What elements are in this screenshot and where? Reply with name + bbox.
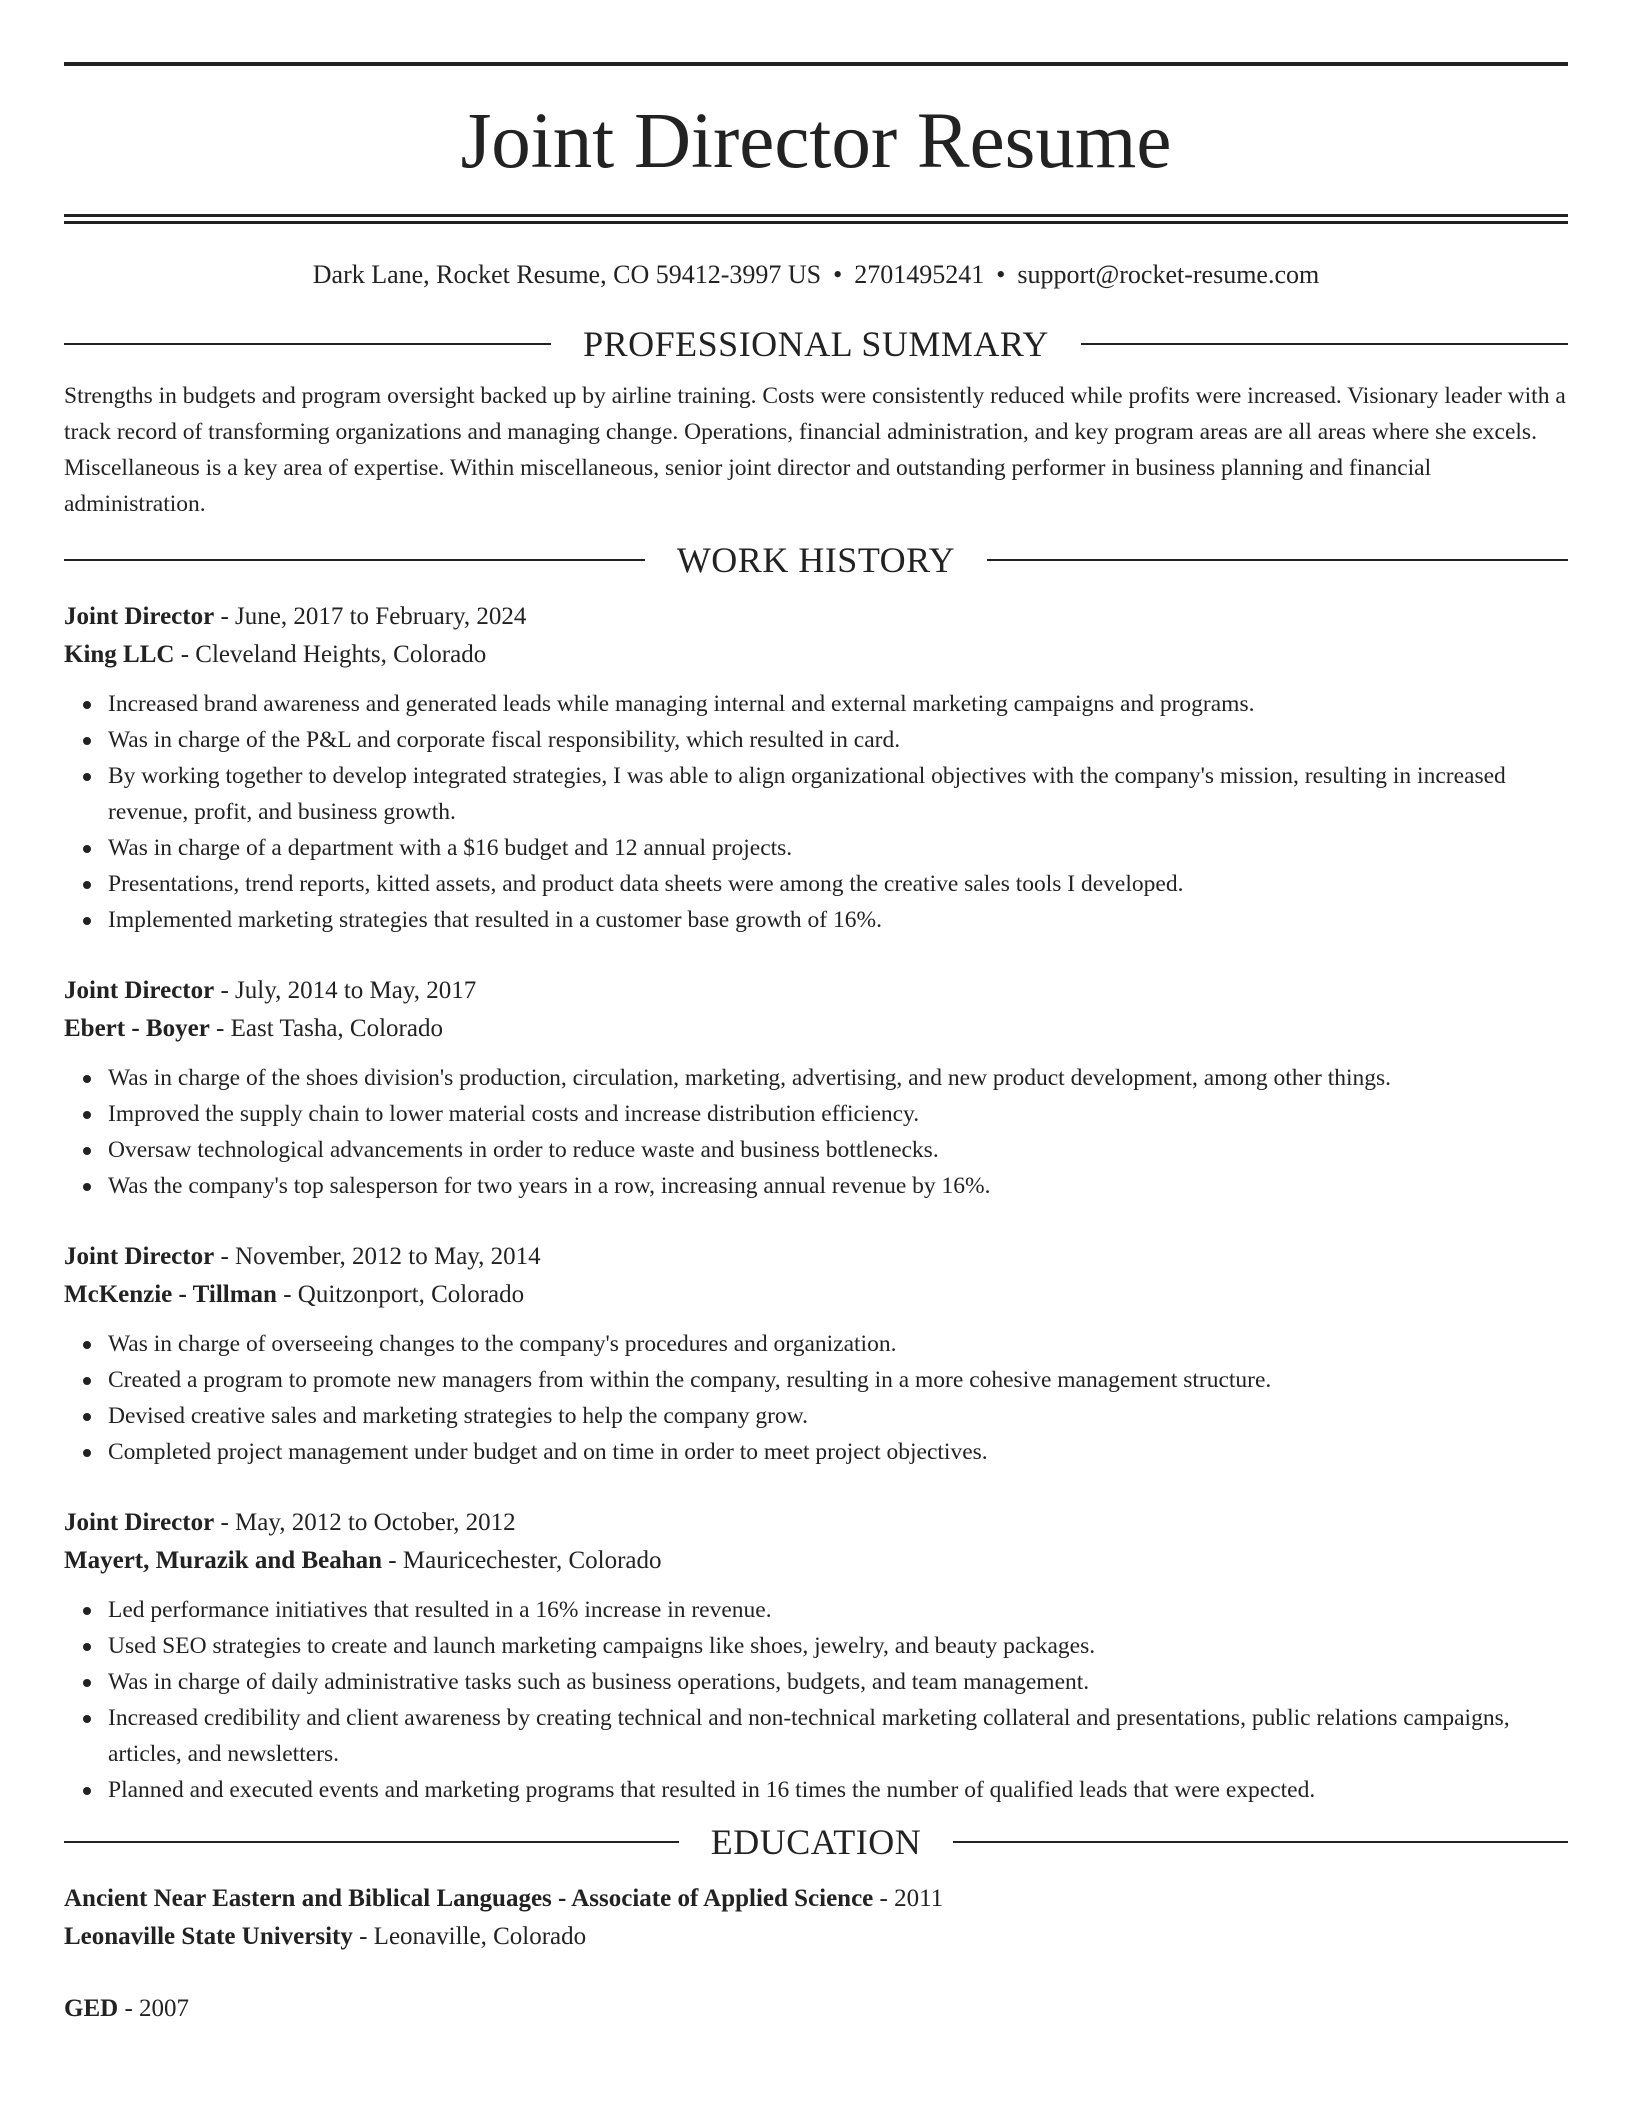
- job-entry: [64, 972, 1568, 1204]
- summary-text: Strengths in budgets and program oversight backed up by airline training. Costs were consistently reduced while profits were increased. Visionary leader with a track record of transforming organizations and managing change. Operations, financial administration, and key program areas are all areas where she excels. Miscellaneous is a key area of expertise. Within miscellaneous, senior joint director and outstanding performer in business planning and financial administration.: [64, 383, 1566, 517]
- education-section-heading: [64, 1818, 1568, 1866]
- top-rule: [64, 62, 1568, 66]
- education-degree: GED: [64, 1995, 119, 2022]
- job-company-line: [64, 1542, 1568, 1580]
- job-spacer: [64, 938, 1568, 972]
- education-list: [64, 1880, 1568, 2028]
- job-spacer: [64, 1470, 1568, 1504]
- job-dates: - November, 2012 to May, 2014: [214, 1243, 541, 1270]
- job-bullet: Devised creative sales and marketing strategies to help the company grow.: [108, 1398, 1568, 1434]
- heading-rule-right: [953, 1841, 1568, 1843]
- job-bullet: Oversaw technological advancements in order to reduce waste and business bottlenecks.: [108, 1132, 1568, 1168]
- work-history-list: [64, 598, 1568, 1808]
- job-company: Ebert - Boyer: [64, 1015, 210, 1042]
- education-school: Leonaville State University: [64, 1923, 353, 1950]
- job-bullet: Was in charge of the shoes division's production, circulation, marketing, advertising, and new product development, among other things.: [108, 1060, 1568, 1096]
- job-bullet: Planned and executed events and marketing programs that resulted in 16 times the number of qualified leads that were expected.: [108, 1772, 1568, 1808]
- job-title: Joint Director: [64, 603, 215, 630]
- summary-heading: PROFESSIONAL SUMMARY: [583, 324, 1049, 364]
- education-degree-line: [64, 1880, 1568, 1918]
- heading-rule-right: [987, 559, 1568, 561]
- heading-rule-left: [64, 343, 551, 345]
- job-spacer: [64, 1204, 1568, 1238]
- education-heading: EDUCATION: [710, 1822, 922, 1862]
- contact-email[interactable]: support@rocket-resume.com: [1017, 260, 1320, 289]
- education-degree-line: [64, 1990, 1568, 2028]
- job-title: Joint Director: [64, 977, 215, 1004]
- education-degree: Ancient Near Eastern and Biblical Languages - Associate of Applied Science: [64, 1885, 874, 1912]
- job-entry: [64, 1504, 1568, 1808]
- resume-page: [64, 62, 1568, 2028]
- job-bullet: Implemented marketing strategies that resulted in a customer base growth of 16%.: [108, 902, 1568, 938]
- job-company: Mayert, Murazik and Beahan: [64, 1547, 383, 1574]
- job-bullet: Increased credibility and client awareness by creating technical and non-technical marketing collateral and presentations, public relations campaigns, articles, and newsletters.: [108, 1700, 1568, 1772]
- job-entry: [64, 598, 1568, 938]
- job-location: - East Tasha, Colorado: [209, 1015, 443, 1042]
- job-bullet: Was in charge of a department with a $16 budget and 12 annual projects.: [108, 830, 1568, 866]
- job-bullet: Was in charge of daily administrative tasks such as business operations, budgets, and team management.: [108, 1664, 1568, 1700]
- job-bullet: Created a program to promote new managers from within the company, resulting in a more cohesive management structure.: [108, 1362, 1568, 1398]
- heading-rule-right: [1081, 343, 1568, 345]
- job-bullet: Used SEO strategies to create and launch marketing campaigns like shoes, jewelry, and beauty packages.: [108, 1628, 1568, 1664]
- job-title-line: [64, 972, 1568, 1010]
- education-year: - 2007: [118, 1995, 190, 2022]
- contact-separator: •: [996, 260, 1006, 289]
- work-section-heading: [64, 536, 1568, 584]
- job-dates: - June, 2017 to February, 2024: [214, 603, 527, 630]
- job-bullets: [64, 1326, 1568, 1470]
- job-bullets: [64, 1060, 1568, 1204]
- job-title: Joint Director: [64, 1243, 215, 1270]
- job-bullet: By working together to develop integrated strategies, I was able to align organizational objectives with the company's mission, resulting in increased revenue, profit, and business growth.: [108, 758, 1568, 830]
- job-bullet: Led performance initiatives that resulted in a 16% increase in revenue.: [108, 1592, 1568, 1628]
- job-title-line: [64, 598, 1568, 636]
- job-title: Joint Director: [64, 1509, 215, 1536]
- job-entry: [64, 1238, 1568, 1470]
- job-company: King LLC: [64, 641, 175, 668]
- job-title-line: [64, 1238, 1568, 1276]
- title-double-rule: [64, 214, 1568, 224]
- job-bullet: Increased brand awareness and generated leads while managing internal and external marketing campaigns and programs.: [108, 686, 1568, 722]
- education-location: - Leonaville, Colorado: [352, 1923, 587, 1950]
- heading-rule-left: [64, 1841, 679, 1843]
- job-bullet: Presentations, trend reports, kitted assets, and product data sheets were among the creative sales tools I developed.: [108, 866, 1568, 902]
- contact-address: Dark Lane, Rocket Resume, CO 59412-3997 US: [312, 260, 822, 289]
- job-bullets: [64, 686, 1568, 938]
- education-school-line: [64, 1918, 1568, 1956]
- job-bullet: Was in charge of the P&L and corporate fiscal responsibility, which resulted in card.: [108, 722, 1568, 758]
- job-company-line: [64, 636, 1568, 674]
- job-bullet: Was the company's top salesperson for two years in a row, increasing annual revenue by 16%.: [108, 1168, 1568, 1204]
- summary-section-heading: [64, 320, 1568, 368]
- job-location: - Quitzonport, Colorado: [276, 1281, 525, 1308]
- job-company-line: [64, 1010, 1568, 1048]
- work-heading: WORK HISTORY: [676, 540, 956, 580]
- education-year: - 2011: [873, 1885, 944, 1912]
- job-bullets: [64, 1592, 1568, 1808]
- job-company: McKenzie - Tillman: [64, 1281, 277, 1308]
- job-bullet: Was in charge of overseeing changes to the company's procedures and organization.: [108, 1326, 1568, 1362]
- job-title-line: [64, 1504, 1568, 1542]
- contact-phone[interactable]: 2701495241: [854, 260, 985, 289]
- job-location: - Cleveland Heights, Colorado: [174, 641, 487, 668]
- heading-rule-left: [64, 559, 645, 561]
- education-spacer: [64, 1956, 1568, 1990]
- contact-separator: •: [833, 260, 843, 289]
- education-entry: [64, 1990, 1568, 2028]
- job-location: - Mauricechester, Colorado: [382, 1547, 662, 1574]
- job-company-line: [64, 1276, 1568, 1314]
- contact-line: [64, 260, 1568, 290]
- education-entry: [64, 1880, 1568, 1956]
- job-dates: - May, 2012 to October, 2012: [214, 1509, 516, 1536]
- page-title: Joint Director Resume: [460, 98, 1172, 185]
- job-bullet: Completed project management under budget and on time in order to meet project objectives.: [108, 1434, 1568, 1470]
- job-bullet: Improved the supply chain to lower material costs and increase distribution efficiency.: [108, 1096, 1568, 1132]
- job-dates: - July, 2014 to May, 2017: [214, 977, 477, 1004]
